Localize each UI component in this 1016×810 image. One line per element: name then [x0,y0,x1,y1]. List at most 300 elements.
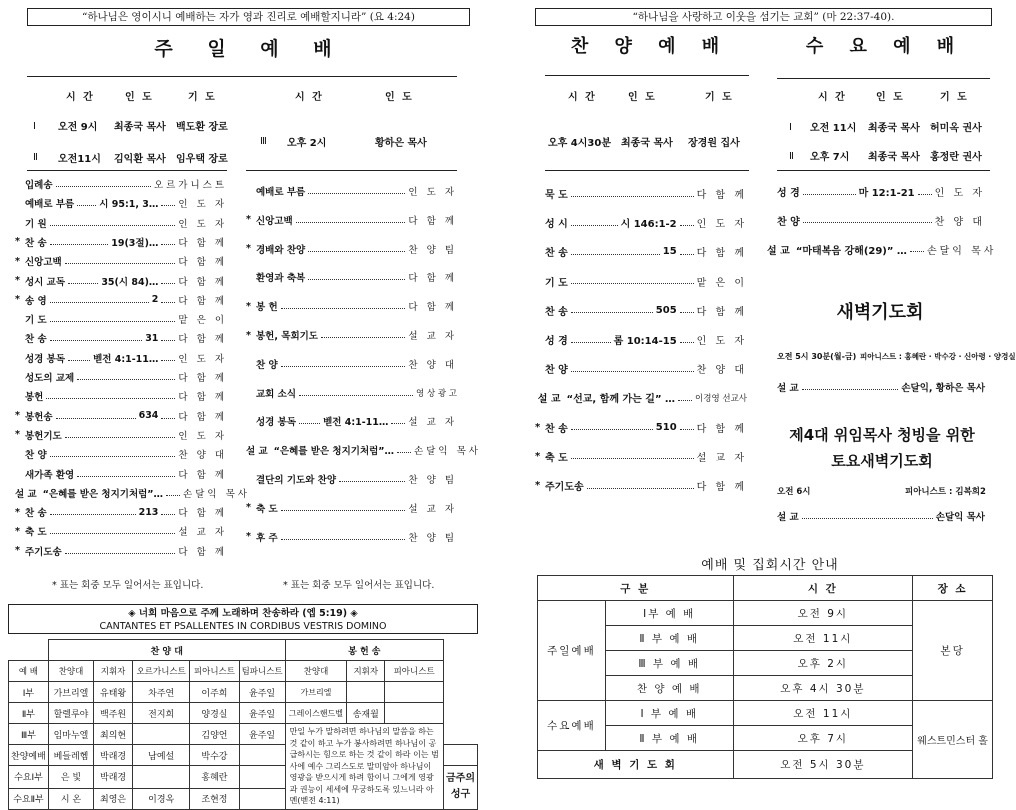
order-item-detail: 시 95:1, 3… [99,199,159,211]
order-item-detail: 마 12:1-21 [858,188,915,199]
choir-col-header: 예 배 [9,661,49,682]
order-item-name: 성경 봉독 [256,417,297,429]
standing-mark: * [246,300,251,312]
order-item [246,328,457,342]
order-item-leader: 다 함 께 [178,373,227,384]
order-item-leader: 맡 은 이 [178,315,227,327]
order-item-leader: 다 함 께 [178,392,227,404]
choir-col-header: 찬양대 [285,661,347,682]
order-item-leader: 다 함 께 [178,334,227,346]
choir-cell: 윤주일 [239,703,285,724]
order-item [246,242,457,256]
order-item-leader: 다 함 께 [178,237,227,249]
order-item [535,274,747,289]
order-item-leader: 오르가니스트 [153,180,227,191]
praise-leader: 최종국 목사 [621,138,673,149]
order-item [15,331,227,345]
order-item-leader: 인 도 자 [178,353,227,365]
praise-service-title: 찬 양 예 배 [570,36,730,57]
choir-cell: 박래경 [94,745,133,766]
order-item [535,420,747,435]
praise-header-time: 시 간 [568,92,597,103]
weekly-verse [285,724,443,810]
choir-col-header: 피아니스트 [385,661,444,682]
order-item-leader: 설 교 자 [408,417,457,429]
order-item-name: 축 도 [545,452,568,464]
order-item [15,254,227,268]
choir-cell: 전지희 [133,703,190,724]
sunday-service-title: 주 일 예 배 [154,38,346,60]
order-item [246,270,457,284]
choir-cell: 조현정 [190,788,239,809]
order-item-name: 예배로 부름 [256,187,306,198]
order-item [246,299,457,313]
order-item-name: 축 도 [25,527,47,539]
order-item-name: 봉헌 [25,392,44,404]
standing-mark: * [15,236,20,248]
choir-cell [133,766,190,789]
wednesday-service-title: 수 요 예 배 [805,36,965,57]
service1-leader: 최종국 목사 [114,122,166,133]
order-item [246,501,457,515]
order-item-detail: “마태복음 강해(29)” … [795,245,907,257]
standing-mark: * [15,410,20,422]
choir-cell: 백주원 [94,703,133,724]
order-item-leader: 다 함 께 [408,302,457,314]
choir-cell: 이경옥 [133,788,190,809]
order-item [15,409,227,423]
sched-place-main: 본당 [913,601,993,701]
service3-num: Ⅲ [260,136,267,147]
dawn-preacher: 손달익, 황하은 목사 [901,383,985,394]
order-item-leader: 다 함 께 [178,411,227,423]
sched-row-time: 오전 11시 [733,626,913,651]
choir-cell: 남예설 [133,745,190,766]
sat-preach-line [777,509,985,523]
choir-cell: 가브리엘 [285,682,347,703]
choir-cell: 할렐루야 [48,703,93,724]
order-item [535,361,747,376]
order-item-leader: 다 함 께 [408,215,457,227]
order-item-leader: 인 도 자 [696,219,747,231]
order-item [767,213,985,228]
choir-col-header: 지휘자 [347,661,385,682]
divider [246,170,457,171]
order-item [535,186,747,201]
wed1-leader: 최종국 목사 [868,123,920,134]
order-item-name: 축 도 [256,503,278,515]
choir-cell [347,682,385,703]
header-time-3: 시 간 [295,92,324,103]
choir-col-header: 지휘자 [94,661,133,682]
order-item [15,486,250,500]
choir-cell [239,745,285,766]
order-item [535,215,747,230]
sched-row-time: 오후 7시 [733,726,913,751]
order-item-leader: 찬 양 대 [696,365,747,377]
order-item-name: 설 교 [15,488,37,500]
wed2-time: 오후 7시 [810,152,850,163]
order-item-leader: 다 함 께 [696,482,747,493]
sched-dawn-time: 오전 5시 30분 [733,751,913,779]
order-item-leader: 다 함 께 [696,423,747,435]
choir-cell: Ⅱ부 [9,703,49,724]
choir-table [8,639,478,810]
service2-num: Ⅱ [33,152,38,163]
divider [27,76,457,77]
order-item-detail: 벧전 4:1-11… [93,353,159,365]
divider [27,170,227,171]
choir-cell: 찬양예배 [9,745,49,766]
order-item-name: 입례송 [25,180,53,191]
order-item [15,370,227,384]
standing-mark: * [15,545,20,557]
wed-header-time: 시 간 [818,92,847,103]
order-item-name: 경배와 찬양 [256,244,306,256]
order-item-name: 묵 도 [545,190,568,201]
choir-cell: 차주연 [133,682,190,703]
praise-time: 오후 4시30분 [548,138,611,149]
order-item-name: 찬 송 [25,334,47,346]
order-item-leader: 다 함 께 [696,190,747,201]
choir-cell: 그레이스핸드벨 [285,703,347,724]
choir-cell: 최의현 [94,724,133,745]
order-item-detail: 505 [655,304,677,316]
right-verse-box [535,8,992,26]
standing-mark: * [246,531,251,543]
order-item-leader: 찬 양 대 [178,450,227,462]
divider [545,170,749,171]
order-item [15,351,227,365]
wed-header-prayer: 기 도 [940,92,969,103]
choir-cell: 가브리엘 [48,682,93,703]
order-item-leader: 설 교 자 [408,503,457,515]
dawn-info-left: 오전 5시 30분(월-금) [777,352,857,361]
service2-leader: 김익환 목사 [114,154,166,165]
service3-time: 오후 2시 [287,138,327,149]
order-item-leader: 인 도 자 [934,188,985,199]
order-item-detail: 634 [138,410,159,422]
service2-prayer: 임우택 장로 [176,154,228,165]
order-item-name: 성 경 [777,188,800,199]
standing-mark: * [246,502,251,514]
order-item-detail: “선교, 함께 가는 길” … [566,394,676,406]
order-item-leader: 다 함 께 [178,469,227,481]
choir-cell: 은 빛 [48,766,93,789]
offertory-header: 봉 헌 송 [285,640,443,661]
order-item-name: 성 경 [545,336,568,347]
service1-num: Ⅰ [33,121,36,132]
order-item-name: 설 교 [246,446,268,458]
service1-time: 오전 9시 [58,122,98,133]
choir-verse-ko: ◈ 너희 마음으로 주께 노래하며 찬송하라 (엡 5:19) ◈ [128,608,358,619]
sched-row-time: 오후 2시 [733,651,913,676]
choir-cell: 박래경 [94,766,133,789]
order-item-leader: 맡 은 이 [696,277,747,289]
header-leader-3: 인 도 [385,92,414,103]
choir-cell: 최영은 [94,788,133,809]
dawn-preach-label: 설 교 [777,383,799,394]
order-item [535,478,747,493]
order-item-leader: 다 함 께 [178,546,227,558]
sat-preach-label: 설 교 [777,512,799,523]
service1-prayer: 백도환 장로 [176,122,228,133]
order-item [15,312,227,326]
order-item-name: 찬 송 [545,423,568,435]
order-item-leader: 찬 양 팀 [408,532,457,544]
weekly-verse-label-2: 성구 [450,789,471,801]
sched-row-time: 오전 9시 [733,601,913,626]
order-item-leader: 다 함 께 [408,273,457,285]
order-item-name: 새가족 환영 [25,469,75,481]
order-item-name: 찬 송 [545,306,568,318]
order-item-name: 성경 봉독 [25,353,66,365]
choir-verse-la: CANTANTES ET PSALLENTES IN CORDIBUS VESTRIS DOMINO [99,621,387,632]
sched-wednesday: 수요예배 [538,701,606,751]
sched-row-name: Ⅰ부 예 배 [605,601,733,626]
choir-cell: 윤주일 [239,724,285,745]
order-item-name: 환영과 축복 [256,273,306,285]
order-item-leader: 손달익 목사 [183,488,250,500]
order-item-detail: 510 [655,421,677,433]
order-item [246,357,457,371]
order-item [535,390,747,405]
order-item [767,184,985,199]
choir-cell: 임마누엘 [48,724,93,745]
praise-prayer: 장경원 집사 [688,138,740,149]
order-item-name: 찬 양 [25,450,47,462]
order-item-name: 주기도송 [25,546,62,558]
choir-cell: 박수강 [190,745,239,766]
choir-cell: 송재월 [347,703,385,724]
saturday-title-2: 토요새벽기도회 [831,452,933,470]
header-prayer: 기 도 [188,92,217,103]
order-item-detail: 벧전 4:1-11… [323,417,389,429]
order-item-name: 예배로 부름 [25,199,75,211]
order-item [15,274,227,288]
order-item-detail: 213 [138,506,159,518]
choir-col-header: 오르가니스트 [133,661,190,682]
order-item-name: 기 도 [545,277,568,289]
order-item-leader: 다 함 께 [696,306,747,318]
order-item [15,196,227,210]
standing-mark: * [15,294,20,306]
order-item [246,184,457,198]
weekly-verse-label [444,766,478,810]
order-item-leader: 찬 양 대 [408,359,457,371]
standing-mark: * [535,421,541,433]
order-item-name: 찬 양 [545,365,568,377]
sched-row-name: Ⅲ 부 예 배 [605,651,733,676]
order-item-leader: 다 함 께 [178,276,227,288]
sched-row-time: 오전 11시 [733,701,913,726]
choir-header: 찬 양 대 [48,640,285,661]
order-item-leader: 영 상 광 고 [416,388,457,399]
wed2-num: Ⅱ [789,151,794,162]
order-item [767,242,997,257]
divider [545,75,749,76]
standing-mark: * [15,275,20,286]
order-item-leader: 설 교 자 [408,331,457,342]
dawn-preach-line [777,380,985,394]
sched-sunday: 주일예배 [538,601,606,701]
praise-header-prayer: 기 도 [705,92,734,103]
choir-cell: 양경실 [190,703,239,724]
standing-mark: * [15,506,20,518]
divider [777,170,990,171]
order-item-detail: “은혜를 받은 청지기처럼”… [273,446,395,458]
choir-cell: 김양언 [190,724,239,745]
sched-row-name: Ⅱ 부 예 배 [605,726,733,751]
standing-mark: * [15,525,20,537]
choir-cell: 베들레헴 [48,745,93,766]
divider [777,78,990,79]
standing-mark: * [535,480,541,491]
order-item-detail: 35(시 84)… [101,276,159,288]
order-item-name: 교회 소식 [256,388,297,400]
choir-cell: 유태왕 [94,682,133,703]
order-item-leader: 손달익 목사 [926,245,997,257]
order-item-name: 성시 교독 [25,276,66,288]
order-item-name: 기 도 [25,315,47,327]
order-item-name: 봉헌기도 [25,430,62,442]
order-item-name: 찬 양 [777,216,800,228]
order-item [246,213,457,227]
order-item-detail: 19(3절)… [111,237,159,249]
order-item-leader: 인 도 자 [178,430,227,442]
order-item [15,447,227,461]
weekly-verse-label-1: 금주의 [446,773,475,785]
order-item-leader: 손달익 목사 [414,446,481,458]
choir-cell [385,682,444,703]
sched-head-place: 장 소 [913,576,993,601]
order-item [15,177,227,191]
order-item [15,389,227,403]
order-item [15,544,227,558]
choir-cell: 수요Ⅰ부 [9,766,49,789]
choir-row [9,724,478,745]
wed1-prayer: 허미옥 권사 [930,123,982,134]
standing-mark: * [246,214,251,226]
order-item-name: 주기도송 [545,482,584,493]
order-item-name: 봉 헌 [256,302,278,314]
sched-row-name: Ⅱ 부 예 배 [605,626,733,651]
order-item-detail: 롬 10:14-15 [613,336,677,347]
order-item [535,449,747,464]
dawn-info-right: 피아니스트 : 홍혜란 · 박수강 · 신아령 · 양경실 [860,352,1016,361]
order-item [15,524,227,538]
order-item-leader: 설 교 자 [696,452,747,464]
wed-header-leader: 인 도 [876,92,905,103]
choir-row [9,703,478,724]
choir-cell: 시 온 [48,788,93,809]
order-item-leader: 인 도 자 [178,199,227,211]
choir-col-header: 피아니스트 [190,661,239,682]
choir-cell: 윤주일 [239,682,285,703]
order-item-detail: 2 [151,294,159,306]
standing-mark: * [246,329,251,341]
order-item [246,472,457,486]
order-item-leader: 다 함 께 [178,295,227,307]
order-item-leader: 찬 양 대 [934,216,985,228]
choir-verse-box [8,604,478,634]
order-item-leader: 다 함 께 [696,248,747,260]
order-item-name: 송 영 [25,295,47,307]
right-verse: “하나님을 사랑하고 이웃을 섬기는 교회” (마 22:37-40). [632,11,895,23]
choir-cell: 홍혜란 [190,766,239,789]
choir-cell: 수요Ⅱ부 [9,788,49,809]
order-item-name: 찬 송 [545,248,568,260]
order-item-leader: 설 교 자 [178,527,227,539]
order-item-leader: 이경영 선교사 [695,393,747,404]
order-item [246,530,457,544]
order-item-leader: 인 도 자 [696,336,747,347]
dawn-title: 새벽기도회 [836,302,924,323]
sched-place-hall: 웨스트민스터 홀 [913,701,993,779]
praise-header-leader: 인 도 [628,92,657,103]
schedule-title: 예배 및 집회시간 안내 [701,558,839,573]
order-item-name: 성도의 교제 [25,373,75,384]
order-item [15,235,227,249]
choir-cell [133,724,190,745]
order-item [246,414,457,428]
sched-dawn: 새 벽 기 도 회 [538,751,734,779]
order-item-leader: 찬 양 팀 [408,475,457,486]
standing-mark: * [535,450,541,462]
standing-note: * 표는 회중 모두 일어서는 표입니다. [283,580,435,591]
header-time: 시 간 [66,92,95,103]
schedule-table [537,575,993,779]
order-item-leader: 다 함 께 [178,257,227,269]
sat-time: 오전 6시 [777,487,811,497]
order-item-leader: 인 도 자 [178,218,227,230]
wed1-time: 오전 11시 [810,123,857,134]
order-item-name: 설 교 [537,394,561,406]
service3-leader: 황하은 목사 [375,138,427,149]
choir-cell [385,703,444,724]
choir-col-header: 찬양대 [48,661,93,682]
wed1-num: Ⅰ [789,122,792,133]
choir-cell: 이주희 [190,682,239,703]
sched-head-time: 시 간 [733,576,913,601]
order-item-name: 신앙고백 [25,257,62,269]
order-item-name: 설 교 [767,245,790,257]
service2-time: 오전11시 [58,154,101,165]
choir-cell: Ⅲ부 [9,724,49,745]
order-item-name: 찬 양 [256,359,278,371]
choir-cell [239,788,285,809]
left-verse-box [27,8,470,26]
order-item [15,467,227,481]
header-leader: 인 도 [125,92,154,103]
order-item-name: 기 원 [25,218,47,230]
order-item [246,443,481,458]
order-item-name: 신앙고백 [256,215,293,227]
order-item-name: 후 주 [256,532,278,544]
order-item [15,428,227,442]
sched-row-name: 찬 양 예 배 [605,676,733,701]
order-item-name: 봉헌송 [25,411,53,423]
order-item [15,505,227,519]
standing-note: * 표는 회중 모두 일어서는 표입니다. [52,580,204,591]
order-item-name: 성 시 [545,219,568,231]
sat-pianist: 피아니스트 : 김복희2 [905,487,986,497]
left-verse: “하나님은 영이시니 예배하는 자가 영과 진리로 예배할지니라” (요 4:24) [82,11,415,23]
order-item [15,216,227,230]
order-item [15,293,227,307]
wed2-leader: 최종국 목사 [868,152,920,163]
sched-row-name: Ⅰ 부 예 배 [605,701,733,726]
